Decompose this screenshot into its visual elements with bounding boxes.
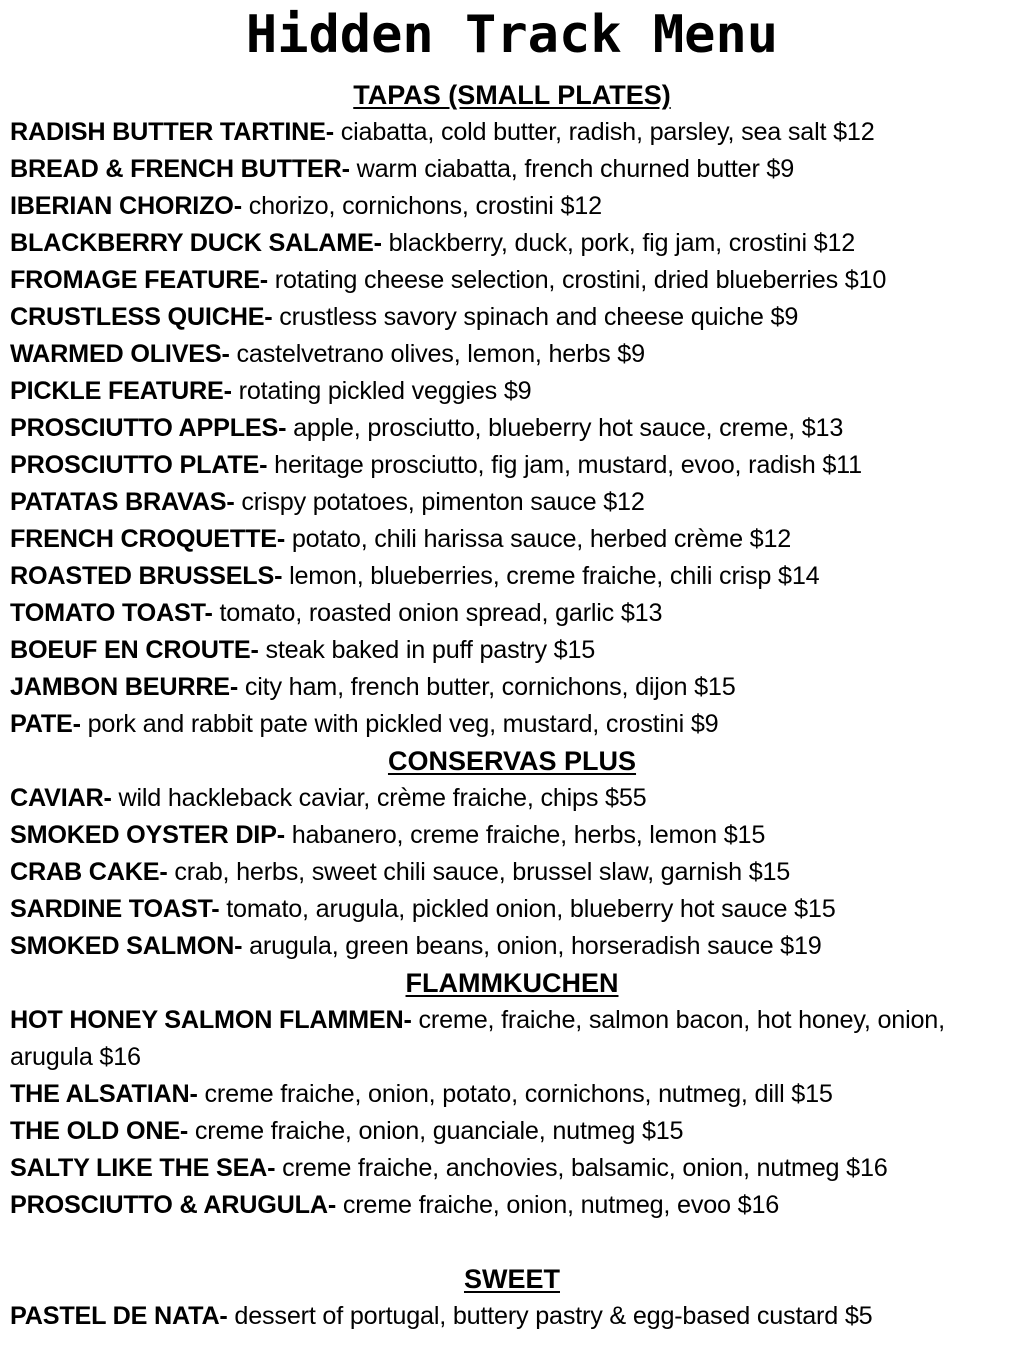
menu-item-name: PROSCIUTTO PLATE- — [10, 451, 268, 479]
menu-item — [10, 262, 1014, 299]
menu-item — [10, 299, 1014, 336]
menu-sections — [10, 77, 1014, 1335]
menu-item — [10, 595, 1014, 632]
menu-item-name: CRAB CAKE- — [10, 858, 168, 886]
menu-item — [10, 669, 1014, 706]
menu-item-name: PROSCIUTTO APPLES- — [10, 414, 287, 442]
menu-item-description: ciabatta, cold butter, radish, parsley, sea salt $12 — [333, 118, 875, 146]
menu-item — [10, 928, 1014, 965]
menu-section-flammkuchen — [10, 965, 1014, 1224]
menu-item-description: lemon, blueberries, creme fraiche, chili crisp $14 — [282, 562, 820, 590]
menu-item — [10, 114, 1014, 151]
menu-item-description: apple, prosciutto, blueberry hot sauce, creme, $13 — [286, 414, 844, 442]
menu-item-description: dessert of portugal, buttery pastry & egg-based custard $5 — [227, 1302, 873, 1330]
menu-item-name: BOEUF EN CROUTE- — [10, 636, 259, 664]
menu-item-name: THE ALSATIAN- — [10, 1080, 198, 1108]
menu-item-name: HOT HONEY SALMON FLAMMEN- — [10, 1006, 412, 1034]
page-title: Hidden Track Menu — [245, 5, 779, 65]
menu-item — [10, 1076, 1014, 1113]
menu-item — [10, 817, 1014, 854]
menu-item — [10, 373, 1014, 410]
menu-item-description: creme, fraiche, salmon bacon, hot honey, onion, arugula $16 — [10, 1006, 945, 1071]
menu-item-name: CRUSTLESS QUICHE- — [10, 303, 273, 331]
menu-item-description: rotating cheese selection, crostini, dried blueberries $10 — [267, 266, 887, 294]
menu-item-name: SALTY LIKE THE SEA- — [10, 1154, 276, 1182]
menu-document — [10, 0, 1014, 1335]
menu-item-description: heritage prosciutto, fig jam, mustard, evoo, radish $11 — [267, 451, 862, 479]
menu-item — [10, 780, 1014, 817]
menu-item-description: potato, chili harissa sauce, herbed crème $12 — [285, 525, 792, 553]
menu-item-name: ROASTED BRUSSELS- — [10, 562, 283, 590]
menu-item — [10, 558, 1014, 595]
menu-item-name: FRENCH CROQUETTE- — [10, 525, 286, 553]
menu-item-description: tomato, roasted onion spread, garlic $13 — [212, 599, 663, 627]
menu-item — [10, 1298, 1014, 1335]
menu-item-name: PICKLE FEATURE- — [10, 377, 232, 405]
menu-item — [10, 484, 1014, 521]
menu-item-description: tomato, arugula, pickled onion, blueberry hot sauce $15 — [219, 895, 836, 923]
menu-item — [10, 1187, 1014, 1224]
menu-item-name: SARDINE TOAST- — [10, 895, 220, 923]
menu-item-description: crab, herbs, sweet chili sauce, brussel slaw, garnish $15 — [167, 858, 791, 886]
menu-item-description: crustless savory spinach and cheese quiche $9 — [272, 303, 799, 331]
menu-item-name: BREAD & FRENCH BUTTER- — [10, 155, 350, 183]
menu-item-description: wild hackleback caviar, crème fraiche, chips $55 — [111, 784, 647, 812]
menu-item — [10, 632, 1014, 669]
menu-item — [10, 706, 1014, 743]
menu-item — [10, 447, 1014, 484]
menu-item-name: RADISH BUTTER TARTINE- — [10, 118, 334, 146]
menu-item-description: blackberry, duck, pork, fig jam, crostini $12 — [381, 229, 856, 257]
menu-item-name: JAMBON BEURRE- — [10, 673, 239, 701]
menu-item — [10, 521, 1014, 558]
menu-item — [10, 188, 1014, 225]
menu-item-name: PATE- — [10, 710, 81, 738]
section-heading: FLAMMKUCHEN — [405, 968, 619, 998]
menu-item-description: creme fraiche, onion, guanciale, nutmeg $15 — [188, 1117, 684, 1145]
menu-item-description: pork and rabbit pate with pickled veg, mustard, crostini $9 — [80, 710, 719, 738]
menu-section-conservas-plus — [10, 743, 1014, 965]
menu-item — [10, 410, 1014, 447]
menu-item-name: FROMAGE FEATURE- — [10, 266, 268, 294]
menu-item-description: rotating pickled veggies $9 — [231, 377, 532, 405]
menu-item — [10, 891, 1014, 928]
menu-item-description: warm ciabatta, french churned butter $9 — [349, 155, 795, 183]
menu-section-sweet — [10, 1261, 1014, 1335]
menu-item — [10, 1002, 1014, 1076]
menu-item-name: PROSCIUTTO & ARUGULA- — [10, 1191, 337, 1219]
menu-item-name: WARMED OLIVES- — [10, 340, 230, 368]
menu-item — [10, 854, 1014, 891]
menu-item-name: THE OLD ONE- — [10, 1117, 189, 1145]
menu-item-name: IBERIAN CHORIZO- — [10, 192, 242, 220]
menu-item — [10, 336, 1014, 373]
menu-item-name: PATATAS BRAVAS- — [10, 488, 235, 516]
menu-item-name: BLACKBERRY DUCK SALAME- — [10, 229, 382, 257]
menu-item-description: crispy potatoes, pimenton sauce $12 — [234, 488, 645, 516]
menu-item-name: SMOKED OYSTER DIP- — [10, 821, 285, 849]
menu-item-name: CAVIAR- — [10, 784, 112, 812]
menu-item-description: habanero, creme fraiche, herbs, lemon $15 — [284, 821, 766, 849]
section-heading: SWEET — [463, 1264, 560, 1294]
menu-item-name: PASTEL DE NATA- — [10, 1302, 228, 1330]
menu-item-description: creme fraiche, onion, nutmeg, evoo $16 — [336, 1191, 780, 1219]
menu-item-description: steak baked in puff pastry $15 — [258, 636, 596, 664]
menu-section-tapas-small-plates — [10, 77, 1014, 743]
section-heading: CONSERVAS PLUS — [387, 746, 637, 776]
menu-item — [10, 1113, 1014, 1150]
menu-item-description: castelvetrano olives, lemon, herbs $9 — [229, 340, 645, 368]
menu-item-name: TOMATO TOAST- — [10, 599, 213, 627]
menu-item-description: arugula, green beans, onion, horseradish sauce $19 — [242, 932, 822, 960]
section-heading: TAPAS (SMALL PLATES) — [353, 80, 671, 110]
menu-item — [10, 1150, 1014, 1187]
menu-item — [10, 151, 1014, 188]
menu-item-description: creme fraiche, onion, potato, cornichons, nutmeg, dill $15 — [197, 1080, 833, 1108]
menu-item-description: city ham, french butter, cornichons, dijon $15 — [238, 673, 736, 701]
menu-item — [10, 225, 1014, 262]
menu-item-description: creme fraiche, anchovies, balsamic, onion, nutmeg $16 — [275, 1154, 888, 1182]
menu-item-description: chorizo, cornichons, crostini $12 — [241, 192, 602, 220]
menu-item-name: SMOKED SALMON- — [10, 932, 243, 960]
